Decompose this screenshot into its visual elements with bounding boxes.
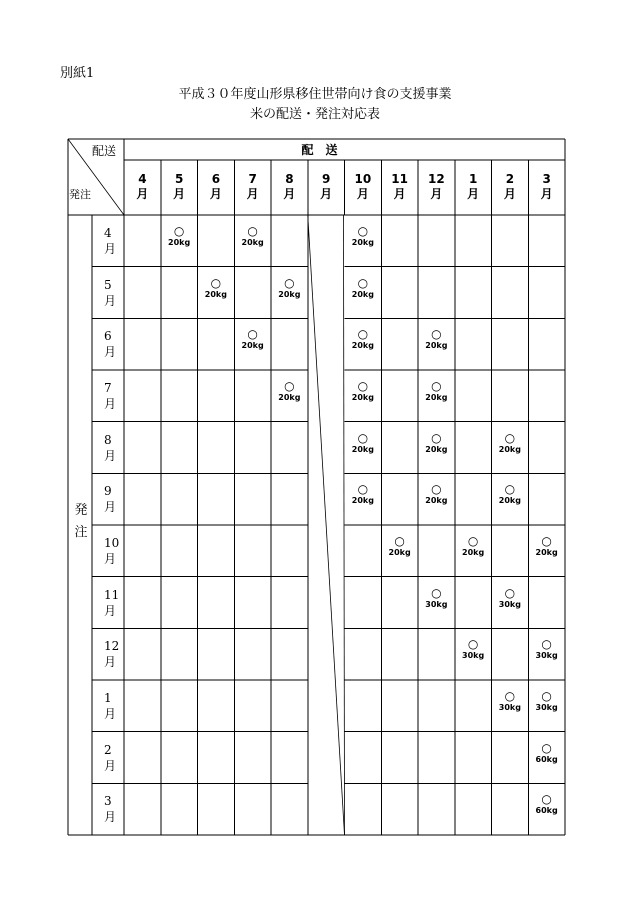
delivery-month-number: 2 — [505, 172, 515, 186]
order-month-unit: 月 — [104, 242, 117, 256]
circle-mark-icon: ○ — [247, 327, 258, 342]
delivery-month-unit: 月 — [246, 187, 259, 201]
delivery-month-header — [345, 172, 381, 202]
delivery-mark — [492, 483, 528, 505]
order-month-number: 5 — [104, 277, 112, 292]
delivery-mark — [345, 432, 381, 454]
delivery-month-unit: 月 — [503, 187, 516, 201]
delivery-month-number: 9 — [321, 172, 331, 186]
delivery-mark — [271, 380, 307, 402]
delivery-mark — [418, 380, 454, 402]
delivery-quantity: 20kg — [278, 393, 301, 402]
delivery-mark — [529, 690, 565, 712]
order-month-unit: 月 — [104, 448, 117, 463]
delivery-mark — [529, 535, 565, 557]
order-month-label — [92, 277, 124, 309]
circle-mark-icon: ○ — [394, 534, 405, 549]
delivery-mark — [418, 587, 454, 609]
delivery-quantity: 20kg — [351, 238, 374, 247]
delivery-mark — [161, 225, 197, 247]
circle-mark-icon: ○ — [504, 689, 516, 704]
corner-order-label: 発注 — [69, 188, 91, 201]
corner-delivery-label: 配送 — [92, 144, 117, 158]
circle-mark-icon: ○ — [284, 379, 295, 393]
circle-mark-icon: ○ — [431, 379, 442, 393]
september-diagonal — [308, 215, 345, 835]
delivery-quantity: 30kg — [425, 599, 448, 609]
delivery-quantity: 20kg — [535, 548, 558, 558]
delivery-month-number: 5 — [174, 172, 184, 186]
delivery-month-unit: 月 — [136, 187, 149, 201]
delivery-month-unit: 月 — [467, 187, 480, 201]
order-month-label — [92, 587, 124, 619]
delivery-quantity: 60kg — [535, 806, 558, 816]
circle-mark-icon: ○ — [431, 430, 442, 445]
circle-mark-icon: ○ — [504, 585, 516, 600]
circle-mark-icon: ○ — [541, 689, 552, 704]
delivery-month-unit: 月 — [173, 187, 186, 201]
order-month-label — [92, 328, 124, 360]
order-month-label — [92, 535, 124, 567]
september-slant-divider — [344, 215, 345, 835]
order-month-unit: 月 — [104, 707, 117, 722]
order-month-unit: 月 — [104, 603, 117, 618]
delivery-quantity: 20kg — [388, 548, 411, 558]
order-month-number: 6 — [104, 329, 112, 344]
delivery-month-number: 8 — [285, 172, 294, 186]
circle-mark-icon: ○ — [357, 275, 369, 290]
delivery-month-header — [418, 172, 454, 202]
delivery-mark — [345, 380, 381, 402]
delivery-month-header — [271, 172, 307, 202]
order-month-unit: 月 — [104, 810, 117, 825]
order-month-label — [92, 638, 124, 670]
order-vertical-char: 発 — [74, 503, 88, 518]
order-month-unit: 月 — [104, 500, 117, 515]
delivery-quantity: 20kg — [425, 444, 448, 454]
delivery-month-number: 10 — [354, 172, 372, 186]
delivery-quantity: 20kg — [498, 496, 521, 506]
order-month-number: 11 — [104, 587, 120, 602]
delivery-quantity: 20kg — [425, 496, 448, 506]
order-month-unit: 月 — [104, 345, 117, 360]
circle-mark-icon: ○ — [467, 637, 479, 652]
order-month-number: 4 — [104, 226, 112, 240]
delivery-quantity: 30kg — [462, 651, 485, 661]
delivery-quantity: 20kg — [278, 289, 301, 299]
circle-mark-icon: ○ — [173, 224, 185, 238]
circle-mark-icon: ○ — [357, 379, 369, 393]
delivery-mark — [198, 277, 234, 299]
circle-mark-icon: ○ — [504, 430, 516, 445]
circle-mark-icon: ○ — [431, 482, 442, 497]
delivery-header: 配送 — [301, 143, 350, 157]
delivery-mark — [492, 690, 528, 712]
delivery-mark — [345, 277, 381, 299]
circle-mark-icon: ○ — [357, 327, 369, 342]
order-month-number: 3 — [104, 794, 112, 809]
circle-mark-icon: ○ — [357, 430, 369, 445]
delivery-month-unit: 月 — [283, 187, 296, 201]
order-month-unit: 月 — [104, 552, 117, 567]
delivery-month-header — [161, 172, 197, 202]
delivery-mark — [418, 432, 454, 454]
delivery-quantity: 30kg — [535, 703, 558, 713]
delivery-quantity: 20kg — [204, 289, 227, 299]
delivery-month-unit: 月 — [393, 187, 406, 201]
delivery-month-header — [124, 172, 160, 202]
circle-mark-icon: ○ — [541, 534, 552, 549]
delivery-mark — [529, 638, 565, 660]
order-month-label — [92, 483, 124, 515]
circle-mark-icon: ○ — [541, 637, 552, 652]
delivery-quantity: 20kg — [498, 444, 521, 454]
delivery-quantity: 20kg — [168, 238, 191, 247]
delivery-month-unit: 月 — [320, 187, 333, 201]
order-month-label — [92, 432, 124, 464]
delivery-month-number: 7 — [248, 172, 257, 186]
delivery-mark — [345, 328, 381, 350]
order-month-unit: 月 — [104, 397, 117, 411]
circle-mark-icon: ○ — [357, 482, 369, 497]
delivery-month-unit: 月 — [540, 187, 553, 201]
delivery-month-unit: 月 — [356, 187, 369, 201]
delivery-month-header — [382, 172, 418, 202]
delivery-month-unit: 月 — [209, 187, 222, 201]
delivery-quantity: 20kg — [351, 496, 374, 506]
delivery-month-header — [455, 172, 491, 202]
delivery-quantity: 20kg — [462, 548, 485, 558]
delivery-month-header — [308, 172, 344, 202]
delivery-quantity: 20kg — [351, 393, 374, 402]
delivery-mark — [235, 328, 271, 350]
delivery-quantity: 30kg — [535, 651, 558, 661]
circle-mark-icon: ○ — [210, 275, 222, 290]
delivery-mark — [418, 483, 454, 505]
delivery-month-number: 3 — [542, 172, 551, 186]
delivery-month-number: 12 — [428, 172, 445, 186]
delivery-month-header — [235, 172, 271, 202]
delivery-quantity: 30kg — [498, 703, 521, 713]
delivery-mark — [455, 535, 491, 557]
delivery-mark — [382, 535, 418, 557]
order-month-label — [92, 742, 124, 774]
delivery-quantity: 20kg — [351, 341, 374, 351]
delivery-mark — [492, 432, 528, 454]
delivery-mark — [418, 328, 454, 350]
delivery-quantity: 60kg — [535, 754, 558, 764]
order-month-number: 2 — [104, 742, 112, 757]
circle-mark-icon: ○ — [541, 792, 552, 807]
document-title: 平成３０年度山形県移住世帯向け食の支援事業 — [178, 87, 452, 102]
order-month-unit: 月 — [104, 655, 117, 670]
delivery-month-header — [492, 172, 528, 202]
delivery-mark — [345, 483, 381, 505]
order-vertical-char: 注 — [74, 525, 88, 540]
order-month-number: 12 — [104, 639, 120, 654]
circle-mark-icon: ○ — [504, 482, 516, 497]
order-month-label — [92, 225, 124, 257]
circle-mark-icon: ○ — [467, 534, 479, 549]
order-vertical-label — [69, 500, 93, 544]
delivery-mark — [529, 742, 565, 764]
delivery-quantity: 20kg — [425, 393, 448, 402]
delivery-quantity: 20kg — [241, 341, 264, 351]
circle-mark-icon: ○ — [541, 740, 552, 755]
delivery-quantity: 30kg — [498, 599, 521, 609]
order-month-number: 10 — [104, 536, 120, 551]
order-month-number: 1 — [104, 691, 112, 706]
delivery-month-unit: 月 — [430, 187, 443, 201]
order-month-label — [92, 690, 124, 722]
document-subtitle: 米の配送・発注対応表 — [249, 107, 380, 122]
order-month-label — [92, 380, 124, 412]
delivery-quantity: 20kg — [351, 289, 374, 299]
delivery-quantity: 20kg — [351, 444, 374, 454]
delivery-mark — [235, 225, 271, 247]
circle-mark-icon: ○ — [284, 275, 295, 290]
delivery-mark — [529, 793, 565, 815]
delivery-mark — [271, 277, 307, 299]
circle-mark-icon: ○ — [247, 224, 258, 238]
attachment-label: 別紙1 — [60, 66, 95, 81]
order-month-number: 9 — [104, 484, 112, 499]
order-month-number: 8 — [104, 432, 112, 447]
delivery-quantity: 20kg — [425, 341, 448, 351]
order-month-label — [92, 793, 124, 825]
circle-mark-icon: ○ — [431, 327, 442, 342]
delivery-month-number: 1 — [468, 172, 478, 186]
circle-mark-icon: ○ — [357, 224, 369, 238]
delivery-quantity: 20kg — [241, 238, 264, 247]
order-month-unit: 月 — [104, 758, 117, 773]
order-month-unit: 月 — [104, 293, 117, 308]
order-month-number: 7 — [104, 381, 112, 395]
delivery-mark — [455, 638, 491, 660]
delivery-month-number: 11 — [391, 172, 408, 186]
delivery-mark — [492, 587, 528, 609]
delivery-mark — [345, 225, 381, 247]
delivery-month-header — [198, 172, 234, 202]
delivery-month-number: 6 — [211, 172, 221, 186]
delivery-month-number: 4 — [138, 172, 147, 186]
circle-mark-icon: ○ — [431, 585, 442, 600]
delivery-month-header — [529, 172, 565, 202]
